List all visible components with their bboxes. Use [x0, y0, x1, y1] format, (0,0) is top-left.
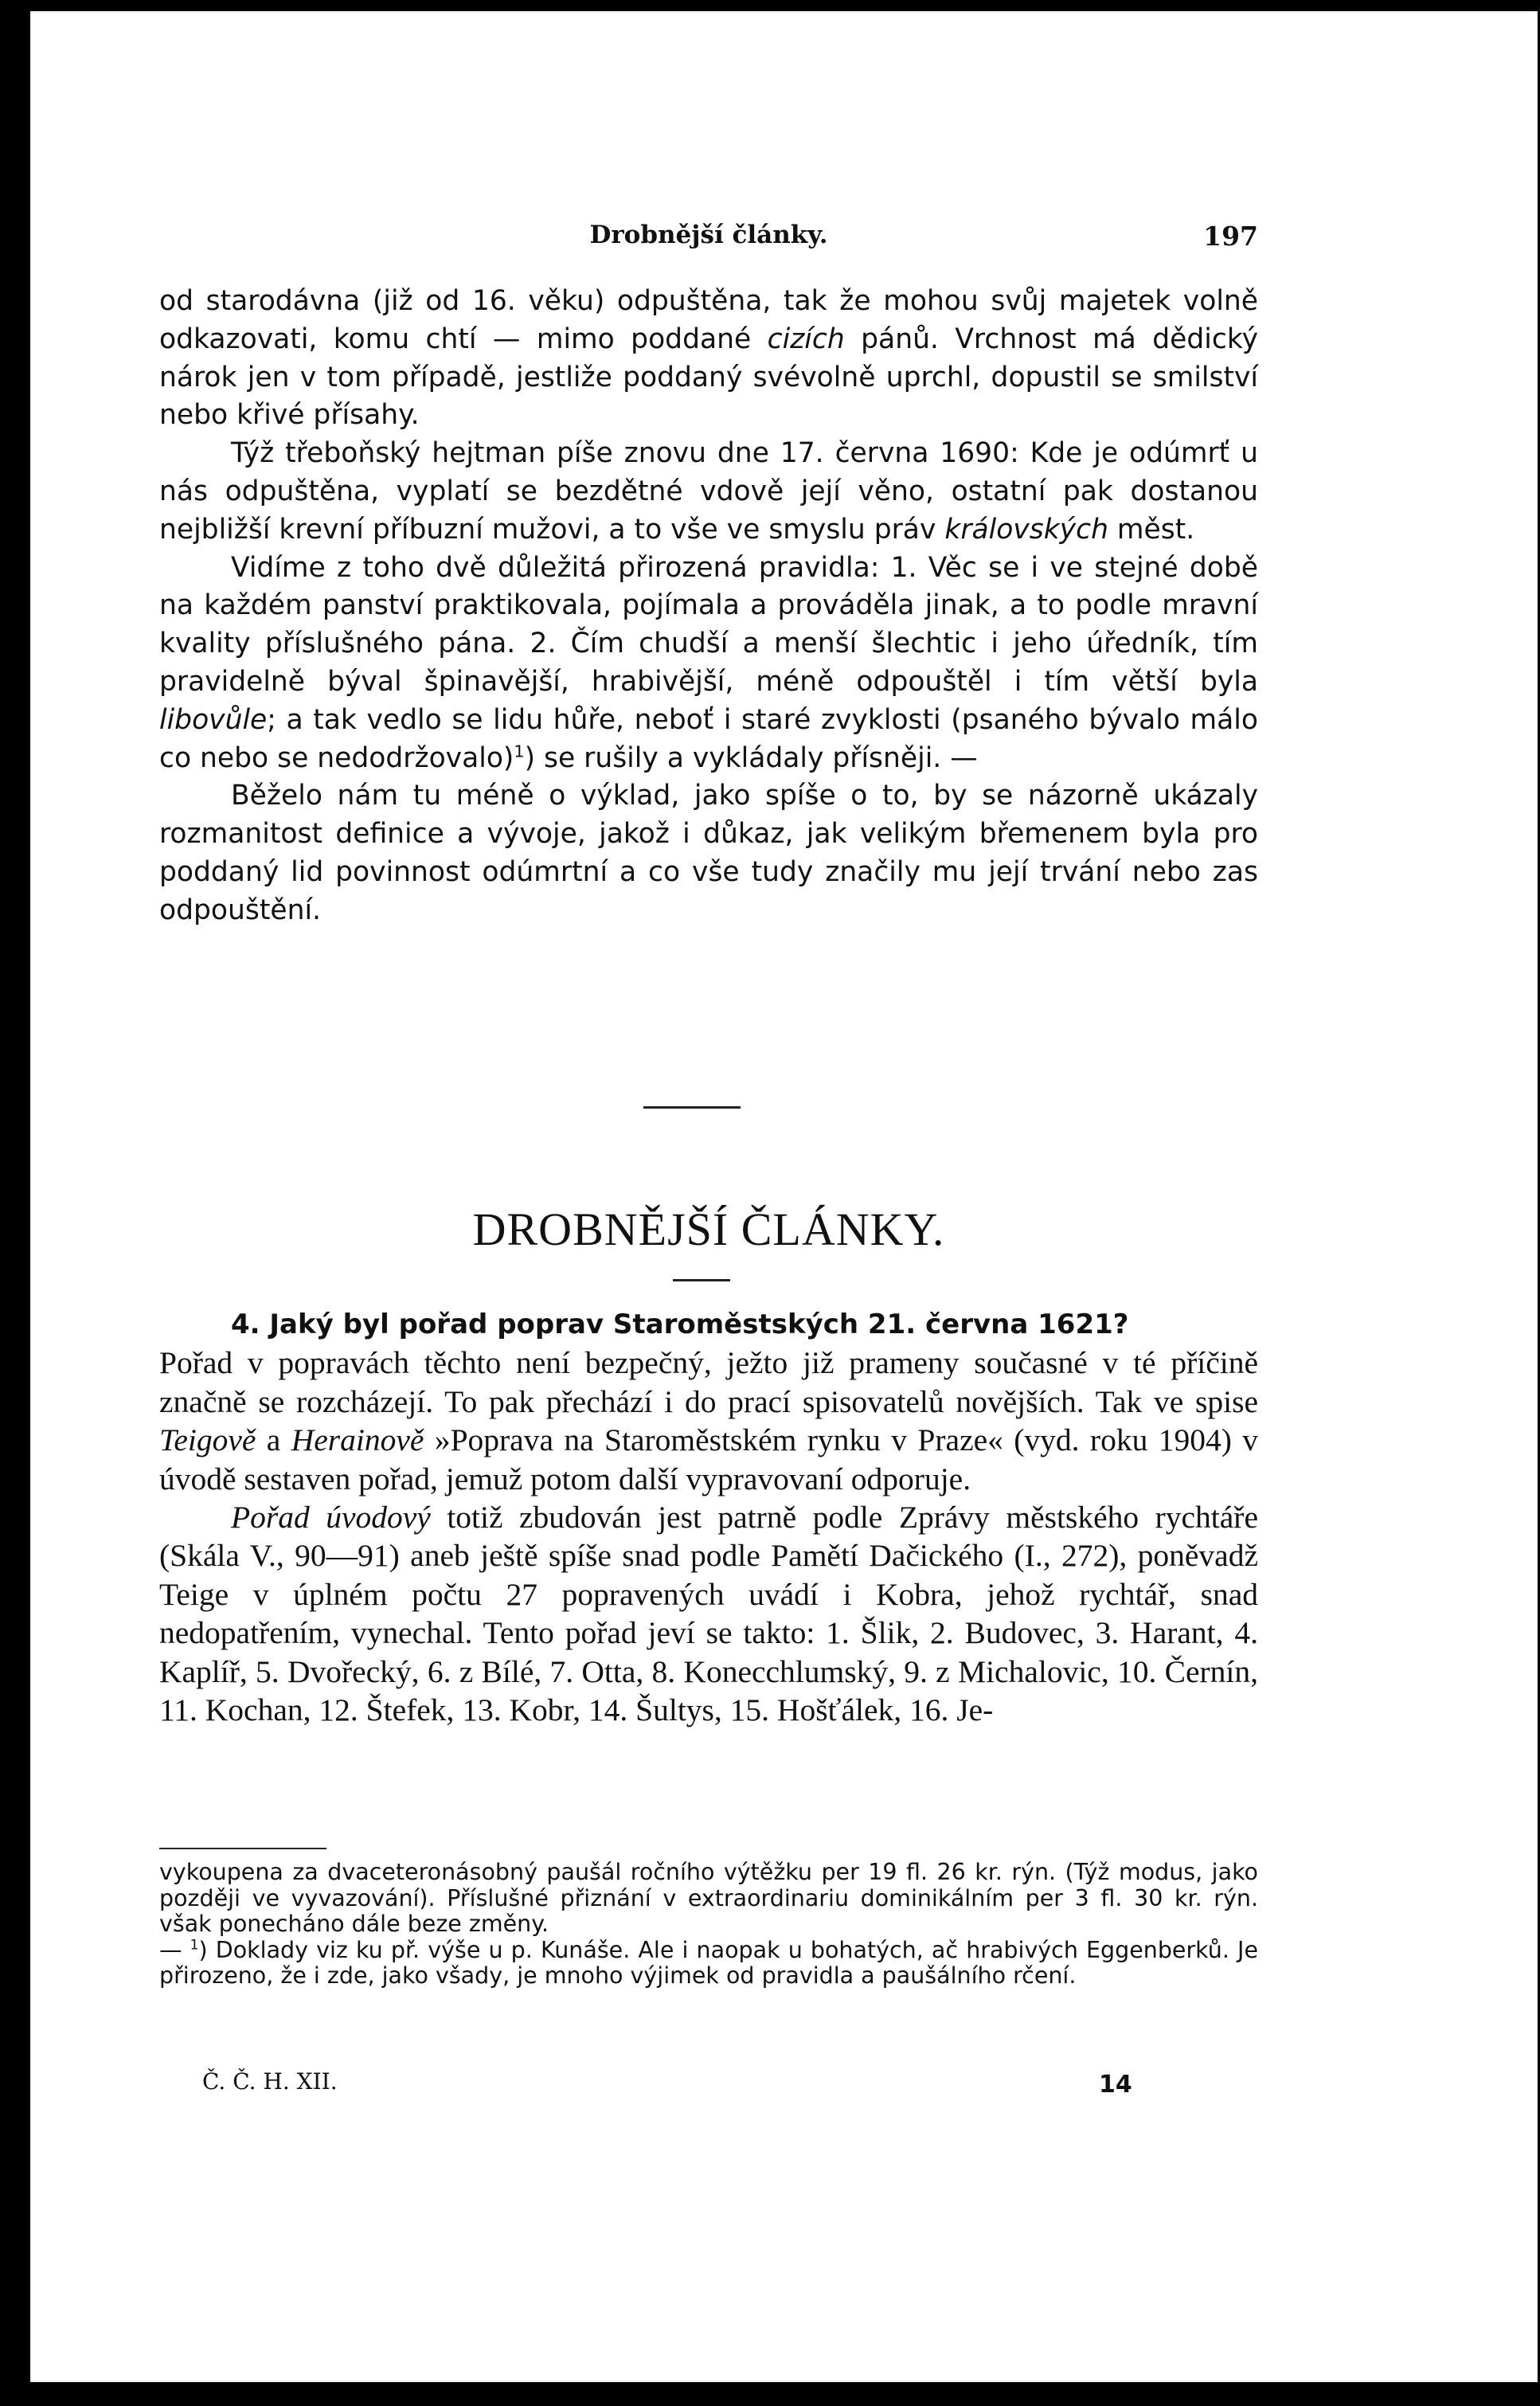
footnotes [159, 1860, 1258, 1989]
section-divider [643, 1106, 741, 1109]
section-title: DROBNĚJŠÍ ČLÁNKY. [472, 1203, 945, 1255]
page-number: 197 [1203, 221, 1258, 252]
text-run: a [256, 1422, 291, 1458]
running-title: Drobnější články. [589, 221, 828, 249]
text-run: ) se rušily a vykládaly přísněji. — [524, 741, 978, 774]
title-rule [673, 1279, 730, 1281]
paragraph [159, 1498, 1258, 1729]
article-heading: 4. Jaký byl pořad poprav Staroměstských 21. června 1621? [231, 1309, 1129, 1340]
emphasis: Teigově [159, 1422, 256, 1458]
footnote-rule [159, 1848, 326, 1849]
paragraph [159, 435, 1258, 549]
emphasis: Pořad úvodový [231, 1500, 431, 1536]
footnote-ref: 1 [514, 741, 525, 761]
text-run: Pořad v popravách těchto není bezpečný, ježto již prameny současné v té příčině značně se rozcházejí. To pak přechází i do prací spisovatelů novějších. Tak ve spise [159, 1345, 1258, 1419]
paragraph [159, 1344, 1258, 1498]
text-run: pánů. Vrchnost má dědický nárok jen v tom případě, jestliže poddaný svévolně uprchl, dopustil se smilství nebo křivé přísahy. [159, 323, 1258, 432]
sheet-number: 14 [1099, 2071, 1132, 2099]
text-run: Týž třeboňský hejtman píše znovu dne 17. června 1690: Kde je odúmrť u nás odpuštěna, vyplatí se bezdětné vdově její věno, ostatní pak dostanou nejbližší krevní příbuzní mužovi, a to vše ve smyslu práv [159, 437, 1258, 546]
paragraph: Běželo nám tu méně o výklad, jako spíše o to, by se názorně ukázaly rozmanitost definice a vývoje, jakož i důkaz, jak velikým břemenem byla pro poddaný lid povinnost odúmrtní a co vše tudy značily mu její trvání nebo zas odpouštění. [159, 780, 1258, 926]
text-run: — [159, 1936, 182, 1963]
text-run: »Poprava na Staroměstském rynku v Praze« (vyd. roku 1904) v úvodě sestaven pořad, jemuž potom další vypravovaní odporuje. [159, 1422, 1258, 1496]
paragraph [159, 283, 1258, 435]
volume-signature: Č. Č. H. XII. [202, 2068, 338, 2095]
paragraph [159, 550, 1258, 778]
text-run: od starodávna (již od 16. věku) odpuštěna, tak že mohou svůj majetek volně odkazovati, komu chtí — mimo poddané [159, 285, 1258, 355]
text-run: měst. [1108, 513, 1195, 546]
footnote-mark: 1 [190, 1937, 199, 1953]
emphasis: libovůle [159, 703, 268, 736]
emphasis: cizích [767, 323, 845, 355]
footnote-1 [159, 1938, 1258, 1989]
emphasis: královských [944, 513, 1108, 546]
text-run: ; a tak vedlo se lidu hůře, neboť i staré zvyklosti (psaného bývalo málo co nebo se nedodržovalo) [159, 703, 1258, 774]
text-run: ) Doklady viz ku př. výše u p. Kunáše. Ale i naopak u bohatých, ač hrabivých Eggenberků. Je přirozeno, že i zde, jako všady, je mnoho výjimek od pravidla a paušálního rčení. [159, 1936, 1258, 1989]
text-run: Vidíme z toho dvě důležitá přirozená pravidla: 1. Věc se i ve stejné době na každém panství praktikovala, pojímala a prováděla jinak, a to podle mravní kvality příslušného pána. 2. Čím chudší a menší šlechtic i jeho úředník, tím pravidelně býval špinavější, hrabivější, méně odpouštěl i tím větší byla [159, 551, 1258, 698]
emphasis: Herainově [291, 1422, 424, 1458]
article-text [159, 1305, 1258, 1729]
continued-text [159, 283, 1258, 930]
running-header [159, 221, 1258, 252]
text-run: totiž zbudován jest patrně podle Zprávy městského rychtáře (Skála V., 90—91) aneb ještě spíše snad podle Pamětí Dačického (I., 272), poněvadž Teige v úplném počtu 27 popravených uvádí i Kobra, jehož rychtář, snad nedopatřením, vynechal. Tento pořad jeví se takto: 1. Šlik, 2. Budovec, 3. Harant, 4. Kaplíř, 5. Dvořecký, 6. z Bílé, 7. Otta, 8. Konecchlumský, 9. z Michalovic, 10. Černín, 11. Kochan, 12. Štefek, 13. Kobr, 14. Šultys, 15. Hošťálek, 16. Je- [159, 1500, 1258, 1728]
footnote-continued: vykoupena za dvaceteronásobný paušál ročního výtěžku per 19 fl. 26 kr. rýn. (Týž modus, jako později ve vyvazování). Příslušné přiznání v extraordinariu dominikálním per 3 fl. 30 kr. rýn. však ponecháno dále beze změny. [159, 1859, 1258, 1937]
